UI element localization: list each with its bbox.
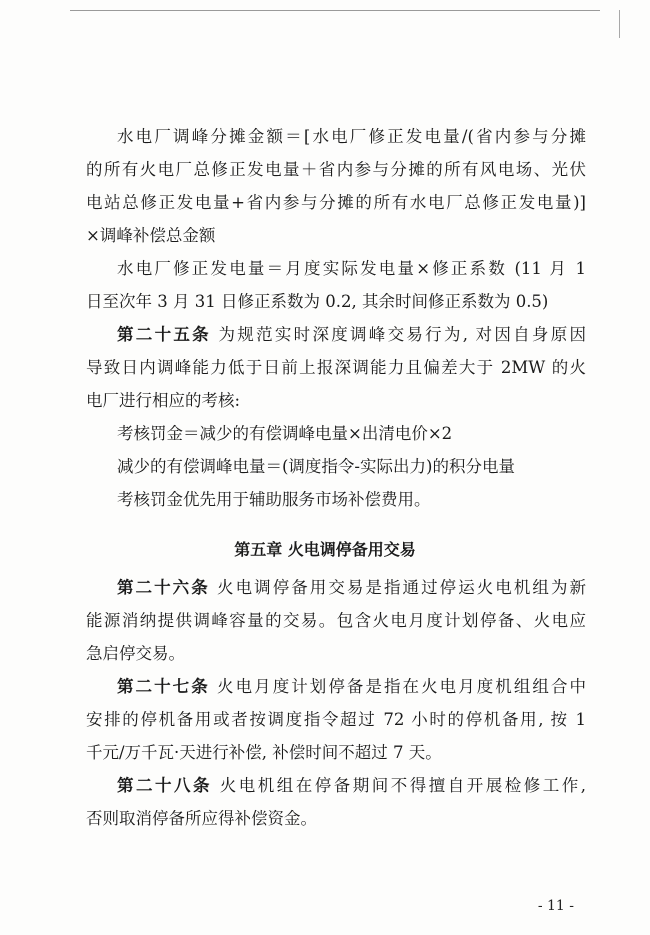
article-27-first-line bbox=[117, 677, 586, 697]
paragraph-line: 急启停交易。 bbox=[86, 644, 185, 663]
formula-line: 考核罚金＝减少的有偿调峰电量×出清电价×2 bbox=[117, 424, 453, 443]
page-number: - 11 - bbox=[537, 898, 574, 914]
paragraph-line: 电厂进行相应的考核: bbox=[86, 391, 241, 410]
paragraph-line: 安排的停机备用或者按调度指令超过 72 小时的停机备用, 按 1 bbox=[86, 710, 586, 729]
paragraph-line: 电站总修正发电量+省内参与分摊的所有水电厂总修正发电量)] bbox=[86, 193, 586, 212]
scan-top-border bbox=[70, 10, 600, 11]
formula-line: 减少的有偿调峰电量＝(调度指令-实际出力)的积分电量 bbox=[117, 457, 515, 476]
article-label: 第二十七条 bbox=[117, 677, 210, 696]
article-28-first-line bbox=[117, 776, 586, 796]
paragraph-line: 否则取消停备所应得补偿资金。 bbox=[86, 809, 317, 828]
paragraph-line: 日至次年 3 月 31 日修正系数为 0.2, 其余时间修正系数为 0.5) bbox=[86, 292, 549, 311]
paragraph-line: ×调峰补偿总金额 bbox=[86, 226, 216, 245]
article-text: 火电调停备用交易是指通过停运火电机组为新 bbox=[209, 578, 586, 597]
paragraph-line: 能源消纳提供调峰容量的交易。包含火电月度计划停备、火电应 bbox=[86, 611, 586, 630]
paragraph-line: 的所有火电厂总修正发电量＋省内参与分摊的所有风电场、光伏 bbox=[86, 160, 586, 179]
paragraph-line: 导致日内调峰能力低于日前上报深调能力且偏差大于 2MW 的火 bbox=[86, 358, 586, 377]
paragraph-line: 水电厂修正发电量＝月度实际发电量×修正系数 (11 月 1 bbox=[117, 259, 586, 278]
article-26-first-line bbox=[117, 578, 586, 598]
scan-right-border bbox=[619, 10, 620, 38]
paragraph-line: 千元/万千瓦·天进行补偿, 补偿时间不超过 7 天。 bbox=[86, 743, 442, 762]
article-label: 第二十五条 bbox=[117, 325, 211, 344]
article-text: 火电机组在停备期间不得擅自开展检修工作, bbox=[212, 776, 586, 795]
article-25-first-line bbox=[117, 325, 586, 345]
chapter-title: 第五章 火电调停备用交易 bbox=[234, 540, 416, 559]
paragraph-line: 考核罚金优先用于辅助服务市场补偿费用。 bbox=[117, 490, 431, 509]
paragraph-line: 水电厂调峰分摊金额＝[水电厂修正发电量/(省内参与分摊 bbox=[117, 127, 586, 146]
article-text: 火电月度计划停备是指在火电月度机组组合中 bbox=[209, 677, 586, 696]
article-text: 为规范实时深度调峰交易行为, 对因自身原因 bbox=[210, 325, 586, 344]
article-label: 第二十六条 bbox=[117, 578, 210, 597]
article-label: 第二十八条 bbox=[117, 776, 212, 795]
